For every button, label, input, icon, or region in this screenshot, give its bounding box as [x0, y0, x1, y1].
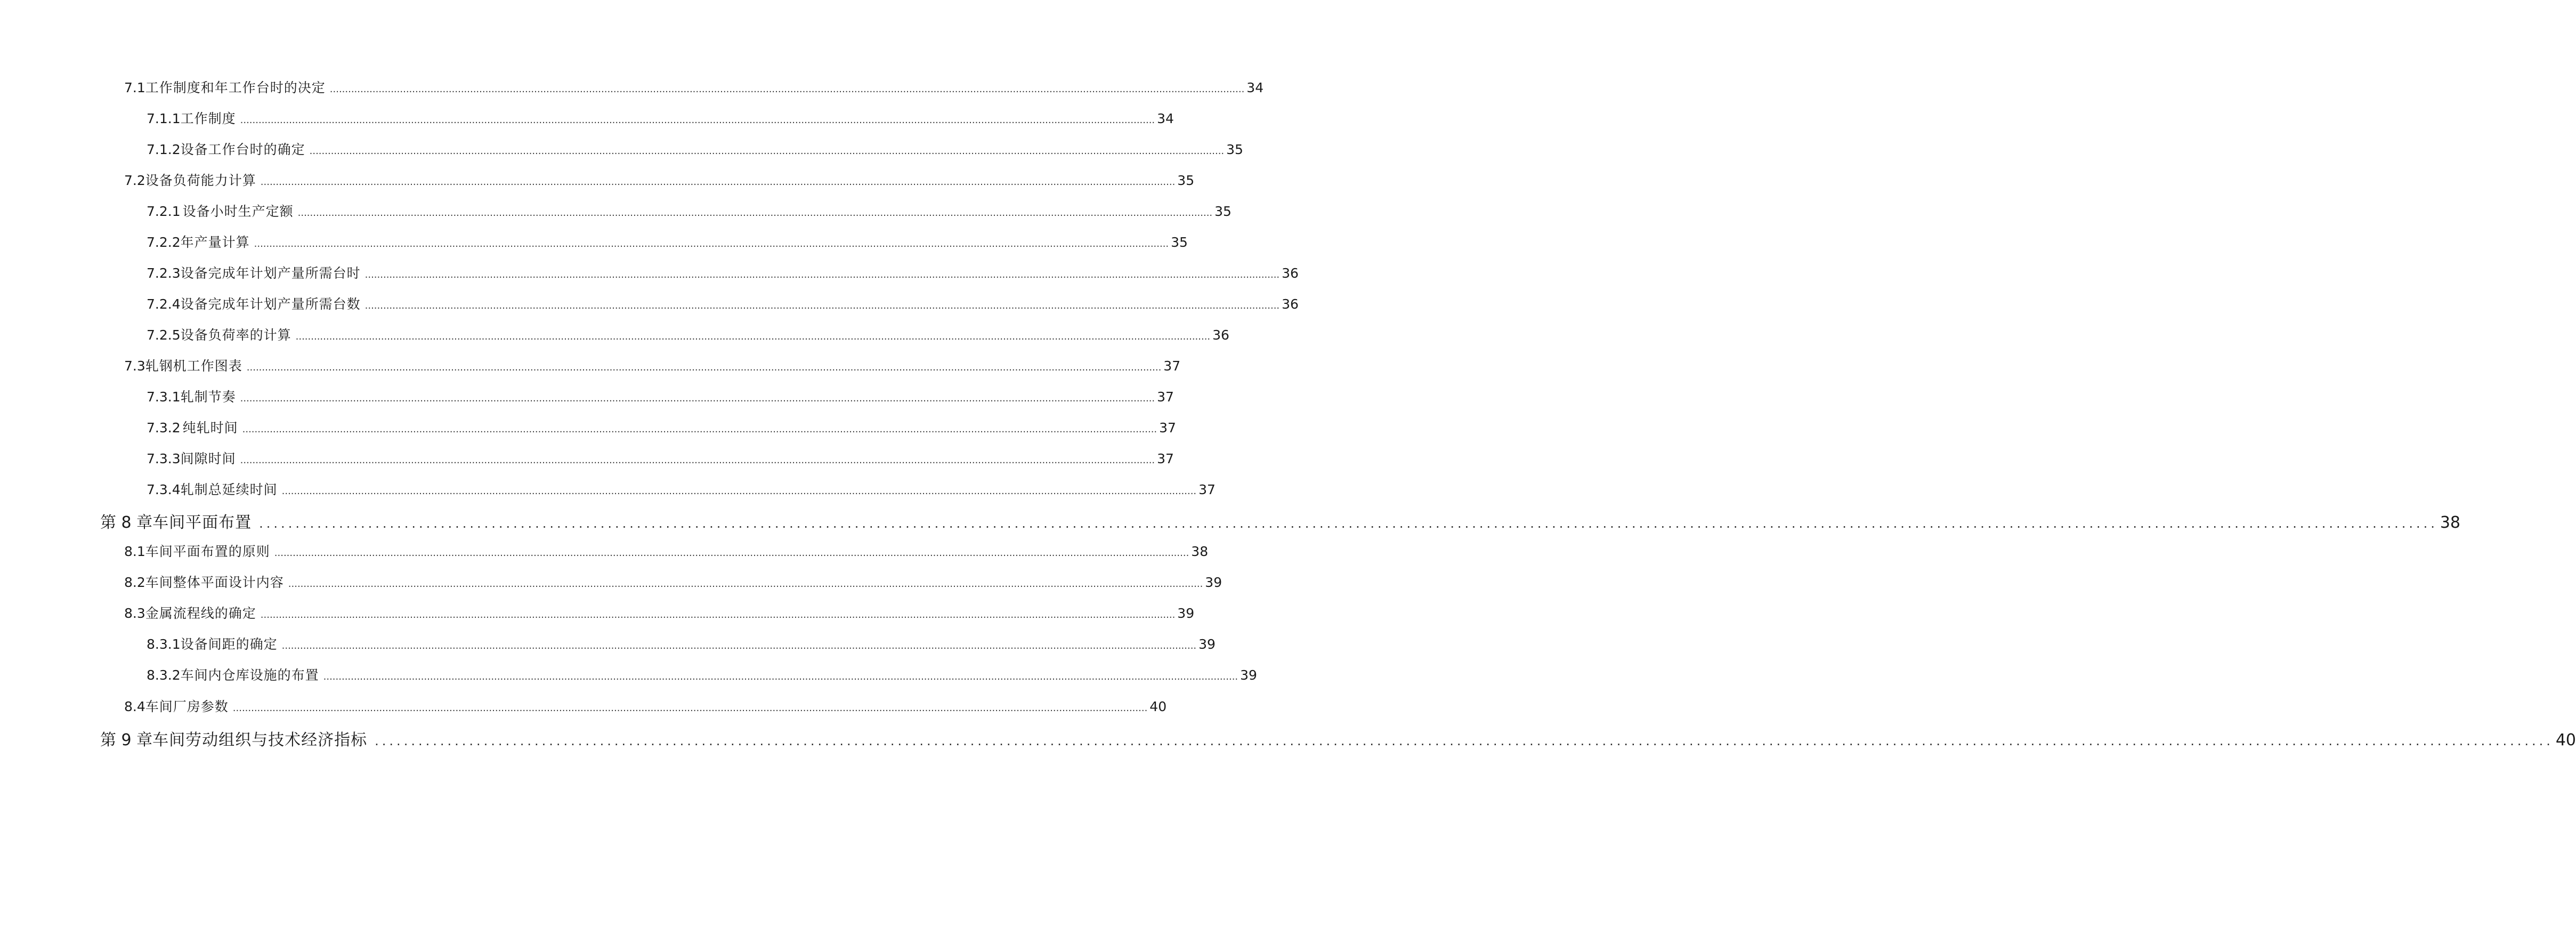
toc-entry-title: 工作制度和年工作台时的决定 — [145, 80, 326, 95]
toc-dot-leader: ............................................................................................................................................................................................................................................................................................................ — [297, 207, 1213, 219]
toc-entry-number: 8.3.2 — [147, 667, 181, 683]
toc-entry-number: 7.2 — [124, 173, 145, 188]
toc-entry-7-2-3[interactable] — [147, 263, 1299, 284]
toc-entry-title: 车间整体平面设计内容 — [145, 575, 284, 590]
toc-entry-title: 金属流程线的确定 — [145, 606, 256, 621]
toc-entry-number: 第 9 章 — [100, 731, 153, 749]
toc-entry-page: 35 — [1171, 235, 1188, 250]
toc-entry-page: 36 — [1212, 327, 1229, 343]
toc-entry-page: 38 — [2440, 513, 2461, 532]
toc-dot-leader: ............................................................................................................................................................................................................................................................................................................ — [364, 269, 1280, 280]
toc-entry-title: 轧制总延续时间 — [180, 482, 278, 497]
toc-entry-page: 36 — [1282, 296, 1299, 312]
toc-dot-leader: ............................................................................................................................................................................................................................................................................................................ — [254, 238, 1169, 249]
toc-entry-7-2-1[interactable] — [147, 201, 1232, 222]
toc-entry-number: 7.1.2 — [147, 142, 181, 157]
toc-entry-title: 设备负荷率的计算 — [180, 327, 291, 343]
toc-entry-8-3-1[interactable] — [147, 634, 1216, 655]
toc-dot-leader: ............................................................................................................................................................................................................................................................................................................ — [281, 640, 1197, 651]
toc-dot-leader: ............................................................................................................................................................................................................................................................................................................ — [240, 455, 1155, 466]
toc-dot-leader: ............................................................................................................................................................................................................................................................................................................ — [323, 671, 1238, 682]
toc-entry-7-2[interactable] — [124, 170, 1195, 191]
toc-entry-number: 7.3.2 — [147, 420, 181, 436]
toc-dot-leader: ............................................................................................................................................................................................................................................................................................................ — [375, 734, 2554, 748]
toc-entry-number: 8.2 — [124, 575, 145, 590]
toc-entry-title: 工作制度 — [180, 111, 236, 126]
toc-entry-number: 7.2.4 — [147, 296, 181, 312]
toc-entry-7-2-4[interactable] — [147, 294, 1299, 315]
toc-entry-title: 轧钢机工作图表 — [145, 358, 242, 374]
toc-dot-leader: ............................................................................................................................................................................................................................................................................................................ — [309, 146, 1225, 157]
toc-entry-7-3-4[interactable] — [147, 479, 1216, 501]
toc-dot-leader: ............................................................................................................................................................................................................................................................................................................ — [240, 115, 1155, 126]
toc-entry-title: 轧制节奏 — [180, 389, 236, 405]
toc-entry-number: 7.1 — [124, 80, 145, 95]
toc-dot-leader: ............................................................................................................................................................................................................................................................................................................ — [329, 84, 1245, 95]
toc-entry-8-3[interactable] — [124, 603, 1195, 624]
toc-entry-page: 39 — [1198, 636, 1216, 652]
toc-entry-7-3-2[interactable] — [147, 417, 1176, 439]
toc-entry-page: 35 — [1226, 142, 1243, 157]
toc-entry-title: 设备间距的确定 — [180, 636, 278, 652]
toc-dot-leader: ............................................................................................................................................................................................................................................................................................................ — [246, 362, 1162, 373]
toc-dot-leader: ............................................................................................................................................................................................................................................................................................................ — [281, 486, 1197, 497]
toc-entry-number: 8.1 — [124, 544, 145, 559]
toc-dot-leader: ............................................................................................................................................................................................................................................................................................................ — [295, 331, 1211, 342]
toc-entry-7-2-5[interactable] — [147, 325, 1229, 346]
toc-entry-page: 39 — [1205, 575, 1222, 590]
toc-entry-page: 39 — [1177, 606, 1195, 621]
toc-entry-page: 37 — [1157, 389, 1174, 405]
toc-entry-7-3-1[interactable] — [147, 386, 1174, 408]
toc-entry-title: 车间平面布置 — [152, 513, 252, 532]
toc-dot-leader: ............................................................................................................................................................................................................................................................................................................ — [242, 424, 1157, 435]
toc-entry-number: 8.4 — [124, 699, 145, 714]
toc-dot-leader: ............................................................................................................................................................................................................................................................................................................ — [232, 703, 1148, 714]
toc-entry-page: 34 — [1246, 80, 1264, 95]
toc-entry-page: 40 — [1149, 699, 1167, 714]
toc-entry-7-1[interactable] — [124, 77, 1264, 99]
toc-dot-leader: ............................................................................................................................................................................................................................................................................................................ — [259, 516, 2438, 531]
toc-entry-page: 37 — [1163, 358, 1181, 374]
toc-entry-number: 7.3.1 — [147, 389, 181, 405]
toc-entry-number: 7.3 — [124, 358, 145, 374]
toc-entry-page: 34 — [1157, 111, 1174, 126]
toc-entry-page: 37 — [1157, 451, 1174, 466]
toc-entry-number: 第 8 章 — [100, 513, 153, 532]
toc-entry-8-1[interactable] — [124, 541, 1209, 562]
toc-entry-number: 7.2.3 — [147, 265, 181, 281]
toc-entry-7-1-2[interactable] — [147, 139, 1243, 160]
toc-entry-title: 设备工作台时的确定 — [180, 142, 305, 157]
toc-entry-title: 车间厂房参数 — [145, 699, 229, 714]
toc-entry-page: 37 — [1198, 482, 1216, 497]
toc-entry-number: 7.2.5 — [147, 327, 181, 343]
toc-entry-number: 8.3 — [124, 606, 145, 621]
toc-entry-number: 7.2.1 — [147, 204, 181, 219]
toc-entry-title: 设备小时生产定额 — [182, 204, 294, 219]
toc-dot-leader: ............................................................................................................................................................................................................................................................................................................ — [260, 609, 1176, 620]
toc-entry-title: 车间平面布置的原则 — [145, 544, 270, 559]
toc-dot-leader: ............................................................................................................................................................................................................................................................................................................ — [240, 393, 1155, 404]
toc-entry-chapter-9[interactable] — [100, 727, 2576, 749]
toc-entry-title: 设备完成年计划产量所需台数 — [180, 296, 361, 312]
toc-entry-7-1-1[interactable] — [147, 108, 1174, 130]
toc-entry-page: 40 — [2555, 731, 2576, 749]
toc-entry-title: 车间劳动组织与技术经济指标 — [152, 731, 368, 749]
toc-dot-leader: ............................................................................................................................................................................................................................................................................................................ — [364, 300, 1280, 311]
toc-entry-title: 设备负荷能力计算 — [145, 173, 256, 188]
toc-entry-title: 年产量计算 — [180, 235, 250, 250]
toc-entry-page: 35 — [1177, 173, 1195, 188]
toc-entry-page: 38 — [1191, 544, 1209, 559]
toc-entry-chapter-8[interactable] — [100, 509, 2461, 532]
toc-entry-7-2-2[interactable] — [147, 232, 1188, 253]
toc-entry-7-3[interactable] — [124, 356, 1181, 377]
toc-dot-leader: ............................................................................................................................................................................................................................................................................................................ — [274, 547, 1189, 559]
toc-entry-page: 37 — [1159, 420, 1176, 436]
toc-entry-number: 7.1.1 — [147, 111, 181, 126]
toc-entry-title: 间隙时间 — [180, 451, 236, 466]
toc-entry-number: 8.3.1 — [147, 636, 181, 652]
toc-entry-page: 39 — [1240, 667, 1257, 683]
toc-entry-page: 35 — [1214, 204, 1232, 219]
toc-dot-leader: ............................................................................................................................................................................................................................................................................................................ — [260, 176, 1176, 188]
toc-entry-number: 7.2.2 — [147, 235, 181, 250]
toc-entry-number: 7.3.4 — [147, 482, 181, 497]
toc-entry-title: 纯轧时间 — [182, 420, 238, 436]
toc-entry-8-3-2[interactable] — [147, 665, 1257, 686]
toc-entry-title: 车间内仓库设施的布置 — [180, 667, 319, 683]
toc-entry-7-3-3[interactable] — [147, 448, 1174, 470]
toc-entry-title: 设备完成年计划产量所需台时 — [180, 265, 361, 281]
toc-entry-8-4[interactable] — [124, 696, 1167, 718]
toc-entry-8-2[interactable] — [124, 572, 1222, 593]
toc-entry-number: 7.3.3 — [147, 451, 181, 466]
toc-entry-page: 36 — [1282, 265, 1299, 281]
toc-dot-leader: ............................................................................................................................................................................................................................................................................................................ — [288, 578, 1203, 590]
